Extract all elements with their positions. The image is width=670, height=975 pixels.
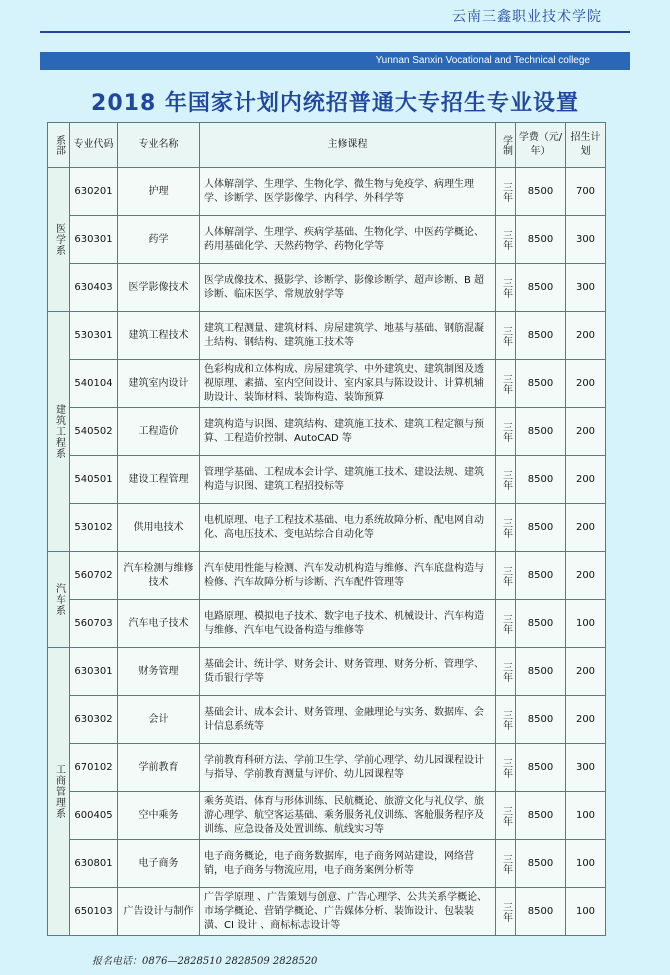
fee-cell: 8500 bbox=[516, 648, 566, 696]
table-row bbox=[48, 648, 606, 696]
fee-cell: 8500 bbox=[516, 696, 566, 744]
table-row bbox=[48, 408, 606, 456]
quota-cell: 300 bbox=[566, 216, 606, 264]
courses-cell: 乘务英语、体育与形体训练、民航概论、旅游文化与礼仪学、旅游心理学、航空客运基础、乘务服务礼仪训练、客舱服务程序及训练、应急设备及处置训练、航线实习等 bbox=[200, 792, 496, 840]
school-name-cn: 云南三鑫职业技术学院 bbox=[452, 9, 602, 25]
major-name-cell: 建设工程管理 bbox=[118, 456, 200, 504]
code-cell: 630301 bbox=[70, 216, 118, 264]
major-name-cell: 建筑工程技术 bbox=[118, 312, 200, 360]
col-dept-header: 系部 bbox=[48, 123, 70, 168]
duration-cell: 三年 bbox=[496, 840, 516, 888]
page-title: 2018 年国家计划内统招普通大专招生专业设置 bbox=[91, 91, 579, 116]
table-row bbox=[48, 840, 606, 888]
major-name-cell: 会计 bbox=[118, 696, 200, 744]
school-name-en: Yunnan Sanxin Vocational and Technical college bbox=[375, 55, 590, 66]
duration-cell: 三年 bbox=[496, 648, 516, 696]
fee-cell: 8500 bbox=[516, 216, 566, 264]
major-name-cell: 药学 bbox=[118, 216, 200, 264]
duration-cell: 三年 bbox=[496, 792, 516, 840]
fee-cell: 8500 bbox=[516, 552, 566, 600]
quota-cell: 100 bbox=[566, 840, 606, 888]
code-cell: 630201 bbox=[70, 168, 118, 216]
quota-cell: 100 bbox=[566, 888, 606, 936]
major-name-cell: 空中乘务 bbox=[118, 792, 200, 840]
fee-cell: 8500 bbox=[516, 168, 566, 216]
major-name-cell: 工程造价 bbox=[118, 408, 200, 456]
quota-cell: 300 bbox=[566, 744, 606, 792]
code-cell: 630403 bbox=[70, 264, 118, 312]
duration-cell: 三年 bbox=[496, 216, 516, 264]
code-cell: 670102 bbox=[70, 744, 118, 792]
dept-cell: 工商管理系 bbox=[48, 648, 70, 936]
duration-cell: 三年 bbox=[496, 504, 516, 552]
courses-cell: 电子商务概论，电子商务数据库，电子商务网站建设，网络营销，电子商务与物流应用，电子商务案例分析等 bbox=[200, 840, 496, 888]
quota-cell: 200 bbox=[566, 504, 606, 552]
fee-cell: 8500 bbox=[516, 792, 566, 840]
majors-table bbox=[47, 122, 606, 936]
quota-cell: 100 bbox=[566, 600, 606, 648]
code-cell: 540501 bbox=[70, 456, 118, 504]
courses-cell: 人体解剖学、生理学、生物化学、微生物与免疫学、病理生理学、诊断学、医学影像学、内科学、外科学等 bbox=[200, 168, 496, 216]
quota-cell: 100 bbox=[566, 792, 606, 840]
duration-cell: 三年 bbox=[496, 552, 516, 600]
table-row bbox=[48, 216, 606, 264]
quota-cell: 200 bbox=[566, 312, 606, 360]
quota-cell: 200 bbox=[566, 456, 606, 504]
duration-cell: 三年 bbox=[496, 888, 516, 936]
fee-cell: 8500 bbox=[516, 744, 566, 792]
courses-cell: 电路原理、模拟电子技术、数字电子技术、机械设计、汽车构造与维修、汽车电气设备构造与维修等 bbox=[200, 600, 496, 648]
fee-cell: 8500 bbox=[516, 456, 566, 504]
code-cell: 630301 bbox=[70, 648, 118, 696]
fee-cell: 8500 bbox=[516, 888, 566, 936]
fee-cell: 8500 bbox=[516, 312, 566, 360]
duration-cell: 三年 bbox=[496, 264, 516, 312]
table-row bbox=[48, 552, 606, 600]
courses-cell: 学前教育科研方法、学前卫生学、学前心理学、幼儿园课程设计与指导、学前教育测量与评价、幼儿园课程等 bbox=[200, 744, 496, 792]
major-name-cell: 医学影像技术 bbox=[118, 264, 200, 312]
dept-cell: 医学系 bbox=[48, 168, 70, 312]
code-cell: 560702 bbox=[70, 552, 118, 600]
major-name-cell: 汽车电子技术 bbox=[118, 600, 200, 648]
school-name-band bbox=[40, 52, 630, 70]
enrollment-phone: 报名电话：0876—2828510 2828509 2828520 bbox=[92, 956, 318, 967]
courses-cell: 汽车使用性能与检测、汽车发动机构造与维修、汽车底盘构造与检修、汽车故障分析与诊断、汽车配件管理等 bbox=[200, 552, 496, 600]
duration-cell: 三年 bbox=[496, 456, 516, 504]
major-name-cell: 汽车检测与维修技术 bbox=[118, 552, 200, 600]
table-row bbox=[48, 264, 606, 312]
major-name-cell: 电子商务 bbox=[118, 840, 200, 888]
major-name-cell: 护理 bbox=[118, 168, 200, 216]
quota-cell: 700 bbox=[566, 168, 606, 216]
col-name-header: 专业名称 bbox=[118, 123, 200, 168]
table-row bbox=[48, 600, 606, 648]
col-quota-header: 招生计划 bbox=[566, 123, 606, 168]
duration-cell: 三年 bbox=[496, 168, 516, 216]
code-cell: 630801 bbox=[70, 840, 118, 888]
table-header-row bbox=[48, 123, 606, 168]
table-row bbox=[48, 744, 606, 792]
code-cell: 530301 bbox=[70, 312, 118, 360]
duration-cell: 三年 bbox=[496, 600, 516, 648]
table-row bbox=[48, 360, 606, 408]
col-fee-header: 学费（元/年） bbox=[516, 123, 566, 168]
quota-cell: 200 bbox=[566, 696, 606, 744]
quota-cell: 200 bbox=[566, 408, 606, 456]
fee-cell: 8500 bbox=[516, 840, 566, 888]
code-cell: 630302 bbox=[70, 696, 118, 744]
major-name-cell: 建筑室内设计 bbox=[118, 360, 200, 408]
duration-cell: 三年 bbox=[496, 408, 516, 456]
col-duration-header: 学制 bbox=[496, 123, 516, 168]
col-courses-header: 主修课程 bbox=[200, 123, 496, 168]
quota-cell: 200 bbox=[566, 360, 606, 408]
quota-cell: 300 bbox=[566, 264, 606, 312]
courses-cell: 基础会计、成本会计、财务管理、金融理论与实务、数据库、会计信息系统等 bbox=[200, 696, 496, 744]
courses-cell: 建筑工程测量、建筑材料、房屋建筑学、地基与基础、钢筋混凝土结构、钢结构、建筑施工技术等 bbox=[200, 312, 496, 360]
courses-cell: 色彩构成和立体构成、房屋建筑学、中外建筑史、建筑制图及透视原理、素描、室内空间设计、室内家具与陈设设计、计算机辅助设计、装饰材料、装饰构造、装饰预算 bbox=[200, 360, 496, 408]
dept-cell: 汽车系 bbox=[48, 552, 70, 648]
fee-cell: 8500 bbox=[516, 504, 566, 552]
duration-cell: 三年 bbox=[496, 696, 516, 744]
table-row bbox=[48, 792, 606, 840]
duration-cell: 三年 bbox=[496, 360, 516, 408]
header-divider bbox=[40, 31, 630, 33]
courses-cell: 广告学原理 、广告策划与创意、广告心理学、公共关系学概论、市场学概论、营销学概论、广告媒体分析、装饰设计、包装装潢、CI 设计 、商标标志设计等 bbox=[200, 888, 496, 936]
table-row bbox=[48, 456, 606, 504]
courses-cell: 电机原理、电子工程技术基础、电力系统故障分析、配电网自动化、高电压技术、变电站综合自动化等 bbox=[200, 504, 496, 552]
duration-cell: 三年 bbox=[496, 312, 516, 360]
major-name-cell: 供用电技术 bbox=[118, 504, 200, 552]
quota-cell: 200 bbox=[566, 648, 606, 696]
courses-cell: 管理学基础、工程成本会计学、建筑施工技术、建设法规、建筑构造与识图、建筑工程招投标等 bbox=[200, 456, 496, 504]
fee-cell: 8500 bbox=[516, 360, 566, 408]
code-cell: 530102 bbox=[70, 504, 118, 552]
col-code-header: 专业代码 bbox=[70, 123, 118, 168]
code-cell: 540502 bbox=[70, 408, 118, 456]
table-row bbox=[48, 312, 606, 360]
major-name-cell: 财务管理 bbox=[118, 648, 200, 696]
courses-cell: 基础会计、统计学、财务会计、财务管理、财务分析、管理学、货币银行学等 bbox=[200, 648, 496, 696]
code-cell: 600405 bbox=[70, 792, 118, 840]
major-name-cell: 学前教育 bbox=[118, 744, 200, 792]
table-body bbox=[48, 168, 606, 936]
code-cell: 560703 bbox=[70, 600, 118, 648]
dept-cell: 建筑工程系 bbox=[48, 312, 70, 552]
table-row bbox=[48, 888, 606, 936]
code-cell: 650103 bbox=[70, 888, 118, 936]
courses-cell: 医学成像技术、摄影学、诊断学、影像诊断学、超声诊断、B 超诊断、临床医学、常规放射学等 bbox=[200, 264, 496, 312]
courses-cell: 建筑构造与识图、建筑结构、建筑施工技术、建筑工程定额与预算、工程造价控制、AutoCAD 等 bbox=[200, 408, 496, 456]
courses-cell: 人体解剖学、生理学、疾病学基础、生物化学、中医药学概论、药用基础化学、天然药物学、药物化学等 bbox=[200, 216, 496, 264]
duration-cell: 三年 bbox=[496, 744, 516, 792]
major-name-cell: 广告设计与制作 bbox=[118, 888, 200, 936]
table-row bbox=[48, 696, 606, 744]
fee-cell: 8500 bbox=[516, 264, 566, 312]
quota-cell: 200 bbox=[566, 552, 606, 600]
table-row bbox=[48, 504, 606, 552]
fee-cell: 8500 bbox=[516, 408, 566, 456]
table-row bbox=[48, 168, 606, 216]
code-cell: 540104 bbox=[70, 360, 118, 408]
fee-cell: 8500 bbox=[516, 600, 566, 648]
